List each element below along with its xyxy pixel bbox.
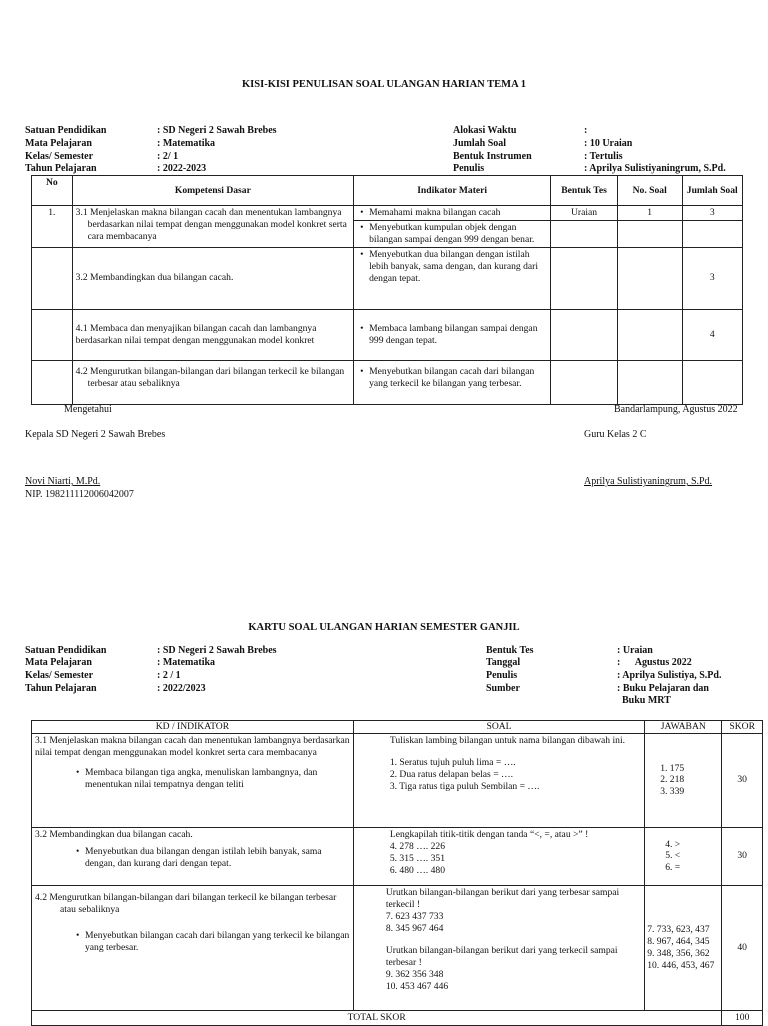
info-label: Sumber <box>486 683 520 694</box>
jawaban-item: 10. 446, 453, 467 <box>647 959 715 971</box>
row-number <box>32 309 73 360</box>
soal-item: 1. Seratus tujuh puluh lima = …. <box>389 756 516 768</box>
info-label: Bentuk Instrumen <box>453 151 532 162</box>
table-row <box>32 360 743 404</box>
info-label: Kelas/ Semester <box>25 670 94 681</box>
indicator-cell <box>354 309 551 360</box>
info-value: : 2022/2023 <box>157 683 206 694</box>
soal-item: 2. Dua ratus delapan belas = …. <box>389 768 513 780</box>
kisi-title: KISI-KISI PENULISAN SOAL ULANGAN HARIAN TEMA 1 <box>242 79 526 90</box>
col-header: KD / INDIKATOR <box>32 721 354 734</box>
jumlah-cell: 3 <box>682 247 743 309</box>
soal-intro: Urutkan bilangan-bilangan berikut dari yang terbesar sampai terkecil ! <box>385 886 620 910</box>
jawaban-item: 4. > <box>665 838 681 850</box>
soal-intro: Tuliskan lambing bilangan untuk nama bilangan dibawah ini. <box>389 734 626 746</box>
col-header: Kompetensi Dasar <box>72 176 353 206</box>
table-row <box>32 206 743 221</box>
jumlah-cell: 4 <box>682 309 743 360</box>
kd-cell: 4.1 Membaca dan menyajikan bilangan cacah dan lambangnya berdasarkan nilai tempat dengan menggunakan model konkret <box>72 309 353 360</box>
info-value: : <box>584 125 588 136</box>
info-value: Buku MRT <box>617 695 671 706</box>
place-date: Bandarlampung, Agustus 2022 <box>614 404 738 415</box>
total-label: TOTAL SKOR <box>32 1010 722 1025</box>
kartu-title: KARTU SOAL ULANGAN HARIAN SEMESTER GANJIL <box>248 622 520 633</box>
soal-item: 5. 315 …. 351 <box>389 852 445 864</box>
info-value: : Uraian <box>617 645 653 656</box>
nosoal-cell <box>617 360 682 404</box>
jawaban-item: 7. 733, 623, 437 <box>647 924 710 936</box>
table-header-row <box>32 721 763 734</box>
kisi-table <box>31 175 743 405</box>
soal-item: 3. Tiga ratus tiga puluh Sembilan = …. <box>389 780 540 792</box>
jawaban-item: 5. < <box>665 850 681 862</box>
soal-item: 9. 362 356 348 <box>385 968 444 980</box>
jawaban-item: 8. 967, 464, 345 <box>647 936 710 947</box>
soal-item: 7. 623 437 733 <box>385 910 444 922</box>
row-number <box>32 247 73 309</box>
soal-list <box>390 757 641 793</box>
jawaban-item: 1. 175 <box>660 762 685 774</box>
info-value: : Agustus 2022 <box>617 657 692 668</box>
soal-intro: Urutkan bilangan-bilangan berikut dari yang terkecil sampai terbesar ! <box>385 944 618 968</box>
info-value: : 2/ 1 <box>157 151 179 162</box>
jawaban-cell <box>645 827 722 885</box>
col-header: Bentuk Tes <box>551 176 618 206</box>
info-label: Tahun Pelajaran <box>25 683 97 694</box>
info-value: : 2022-2023 <box>157 163 207 174</box>
info-value: : Matematika <box>157 657 216 668</box>
total-value: 100 <box>722 1010 763 1025</box>
table-row <box>32 827 763 885</box>
kepala-title: Kepala SD Negeri 2 Sawah Brebes <box>25 429 166 440</box>
table-header-row <box>32 176 743 206</box>
nosoal-cell <box>617 309 682 360</box>
kd-text: 3.1 Menjelaskan makna bilangan cacah dan menentukan lambangnya berdasarkan nilai tempat dengan menggunakan model konkret serta cara membacanya <box>75 207 347 242</box>
info-value: : Matematika <box>157 138 216 149</box>
soal-cell <box>353 827 644 885</box>
skor-cell: 30 <box>722 827 763 885</box>
skor-cell: 40 <box>722 885 763 1010</box>
indicator-item: • Menyebutkan kumpulan objek dengan bilangan sampai dengan 999 dengan benar. <box>369 222 547 246</box>
kd-cell <box>32 827 354 885</box>
indicator-item: • Memahami makna bilangan cacah <box>369 207 547 219</box>
info-value: : Buku Pelajaran dan <box>617 683 709 694</box>
kd-text: 4.2 Mengurutkan bilangan-bilangan dari bilangan terkecil ke bilangan terbesar atau sebaliknya <box>75 365 345 389</box>
info-value: : Aprilya Sulistiya, S.Pd. <box>617 670 722 681</box>
info-value: : 2 / 1 <box>157 670 181 681</box>
bentuk-cell <box>551 309 618 360</box>
soal-item: 6. 480 …. 480 <box>389 864 445 876</box>
soal-cell <box>353 733 644 827</box>
info-label: Penulis <box>453 163 485 174</box>
indicator-item: • Menyebutkan bilangan cacah dari bilangan yang terkecil ke bilangan yang terbesar. <box>85 930 350 954</box>
jawaban-item: 6. = <box>665 862 681 874</box>
kartu-table <box>31 720 763 1026</box>
col-header: JAWABAN <box>645 721 722 734</box>
indicator-cell <box>354 220 551 247</box>
info-label: Mata Pelajaran <box>25 657 92 668</box>
indicator-item: • Membaca bilangan tiga angka, menuliskan lambangnya, dan menentukan nilai tempatnya dengan teliti <box>85 767 350 791</box>
total-row <box>32 1010 763 1025</box>
jawaban-cell <box>645 733 722 827</box>
bentuk-cell <box>551 360 618 404</box>
info-label: Jumlah Soal <box>453 138 507 149</box>
nosoal-cell <box>617 247 682 309</box>
bentuk-cell <box>551 220 618 247</box>
mengetahui-label: Mengetahui <box>64 404 112 415</box>
bentuk-cell: Uraian <box>551 206 618 221</box>
jumlah-cell <box>682 220 743 247</box>
indicator-item: • Menyebutkan dua bilangan dengan istilah lebih banyak, sama dengan, dan kurang dari dengan tepat. <box>369 249 547 285</box>
table-row <box>32 885 763 1010</box>
soal-item: 10. 453 467 446 <box>385 980 449 992</box>
jawaban-item: 3. 339 <box>660 786 685 798</box>
info-value: : SD Negeri 2 Sawah Brebes <box>157 645 277 656</box>
info-label: Kelas/ Semester <box>25 151 94 162</box>
table-row <box>32 733 763 827</box>
skor-cell: 30 <box>722 733 763 827</box>
bentuk-cell <box>551 247 618 309</box>
jawaban-cell <box>645 885 722 1010</box>
info-label: Alokasi Waktu <box>453 125 517 136</box>
col-header: SOAL <box>353 721 644 734</box>
soal-item: 8. 345 967 464 <box>385 922 444 934</box>
jawaban-item: 2. 218 <box>660 774 685 786</box>
indicator-cell <box>354 206 551 221</box>
col-header: Indikator Materi <box>354 176 551 206</box>
indicator-item: • Menyebutkan bilangan cacah dari bilangan yang terkecil ke bilangan yang terbesar. <box>369 366 547 390</box>
table-row <box>32 309 743 360</box>
indicator-cell <box>354 360 551 404</box>
info-label: Tahun Pelajaran <box>25 163 97 174</box>
indicator-cell <box>354 247 551 309</box>
jawaban-item: 9. 348, 356, 362 <box>647 947 710 959</box>
kd-cell <box>72 206 353 248</box>
kd-text: 4.2 Mengurutkan bilangan-bilangan dari bilangan terkecil ke bilangan terbesar atau sebaliknya <box>35 891 337 915</box>
info-label: Tanggal <box>486 657 521 668</box>
info-value: : SD Negeri 2 Sawah Brebes <box>157 125 277 136</box>
table-row <box>32 247 743 309</box>
col-header: No. Soal <box>617 176 682 206</box>
jumlah-cell <box>682 360 743 404</box>
info-label: Satuan Pendidikan <box>25 645 107 656</box>
row-number: 1. <box>32 206 73 248</box>
info-label: Mata Pelajaran <box>25 138 92 149</box>
col-header: SKOR <box>722 721 763 734</box>
col-header: No <box>32 176 73 206</box>
info-value: : Aprilya Sulistiyaningrum, S.Pd. <box>584 163 726 174</box>
indicator-item: • Membaca lambang bilangan sampai dengan 999 dengan tepat. <box>369 323 547 347</box>
row-number <box>32 360 73 404</box>
soal-intro: Lengkapilah titik-titik dengan tanda “<, =, atau >” ! <box>389 828 589 840</box>
info-label: Bentuk Tes <box>486 645 534 656</box>
info-label: Satuan Pendidikan <box>25 125 107 136</box>
kepala-nip: NIP. 198211112006042007 <box>25 489 134 500</box>
guru-name: Aprilya Sulistiyaningrum, S.Pd. <box>584 476 713 487</box>
kepala-name: Novi Niarti, M.Pd. <box>25 476 101 487</box>
nosoal-cell: 1 <box>617 206 682 221</box>
kd-cell <box>32 885 354 1010</box>
kd-cell <box>32 733 354 827</box>
info-value: : 10 Uraian <box>584 138 633 149</box>
indicator-item: • Menyebutkan dua bilangan dengan istilah lebih banyak, sama dengan, dan kurang dari dengan tepat. <box>85 846 350 870</box>
kd-cell <box>72 360 353 404</box>
info-label: Penulis <box>486 670 518 681</box>
kd-text: 3.2 Membandingkan dua bilangan cacah. <box>35 828 193 840</box>
info-value: : Tertulis <box>584 151 623 162</box>
nosoal-cell <box>617 220 682 247</box>
kd-text: 3.1 Menjelaskan makna bilangan cacah dan menentukan lambangnya berdasarkan nilai tempat dengan menggunakan model konkret serta cara membacanya <box>35 734 350 758</box>
jumlah-cell: 3 <box>682 206 743 221</box>
soal-cell <box>353 885 644 1010</box>
kd-cell: 3.2 Membandingkan dua bilangan cacah. <box>72 247 353 309</box>
col-header: Jumlah Soal <box>682 176 743 206</box>
soal-item: 4. 278 …. 226 <box>389 840 445 852</box>
guru-title: Guru Kelas 2 C <box>584 429 647 440</box>
